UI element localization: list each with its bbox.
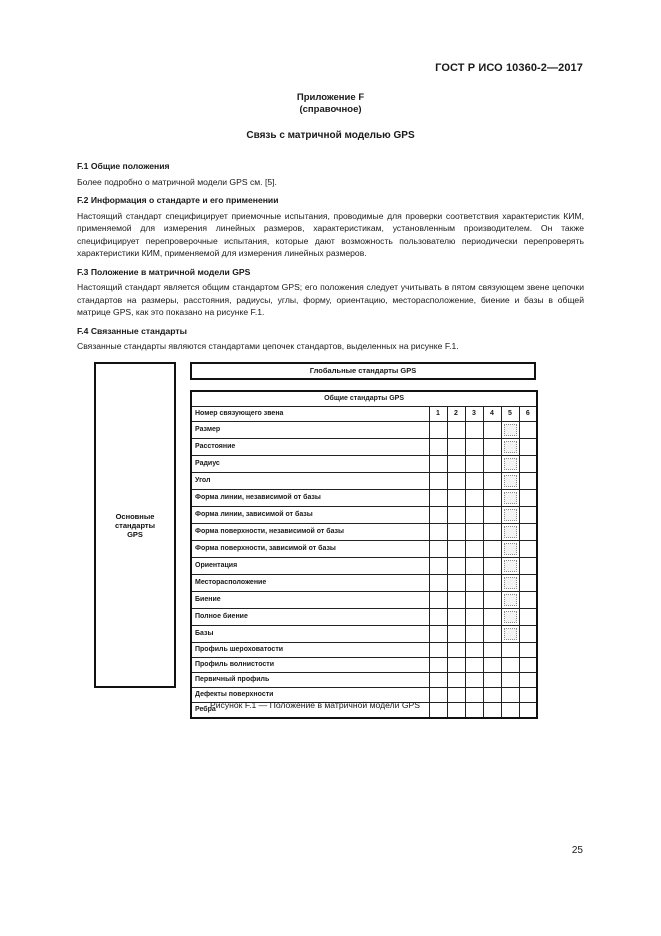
matrix-row-label: Размер [191, 422, 429, 439]
matrix-cell [429, 643, 447, 658]
matrix-cell-highlighted [501, 507, 519, 524]
matrix-row [191, 456, 537, 473]
matrix-row-label: Полное биение [191, 609, 429, 626]
matrix-cell [483, 643, 501, 658]
matrix-cell [483, 575, 501, 592]
section-f4 [77, 325, 584, 353]
section-paragraph: Более подробно о матричной модели GPS см. [5]. [77, 176, 277, 187]
matrix-cell [519, 507, 537, 524]
matrix-cell-highlighted [501, 626, 519, 643]
matrix-row-label: Форма линии, зависимой от базы [191, 507, 429, 524]
matrix-cell [483, 626, 501, 643]
matrix-cell [519, 673, 537, 688]
matrix-cell [447, 524, 465, 541]
annex-label: Приложение F [296, 92, 365, 103]
matrix-cell-highlighted [501, 490, 519, 507]
matrix-cell [465, 524, 483, 541]
matrix-cell [447, 490, 465, 507]
matrix-cell [519, 558, 537, 575]
highlight-mark [504, 560, 517, 572]
matrix-cell [483, 524, 501, 541]
matrix-row [191, 673, 537, 688]
matrix-row [191, 490, 537, 507]
highlight-mark [504, 458, 517, 470]
matrix-cell [447, 422, 465, 439]
matrix-cell [465, 507, 483, 524]
section-paragraph: Настоящий стандарт специфицирует приемочные испытания, проводимые для проверки соответствия характеристик КИМ, применяемой для измерения линейных размеров, характеристикам, установленным производителем. Он также специфицирует перепроверочные испытания, которые дают возможность пользователю периодически перепроверять характеристики КИМ, применяемой для измерения линейных размеров. [77, 210, 584, 258]
highlight-mark [504, 441, 517, 453]
matrix-cell [429, 541, 447, 558]
matrix-row-label: Профиль волнистости [191, 658, 429, 673]
matrix-cell [519, 490, 537, 507]
standard-code: ГОСТ Р ИСО 10360-2—2017 [435, 62, 583, 74]
matrix-cell [483, 673, 501, 688]
link-number-3: 3 [465, 407, 483, 422]
matrix-row [191, 422, 537, 439]
matrix-row [191, 524, 537, 541]
matrix-cell [483, 558, 501, 575]
matrix-cell [465, 439, 483, 456]
matrix-row-label: Дефекты поверхности [191, 688, 429, 703]
matrix-row-label: Первичный профиль [191, 673, 429, 688]
matrix-cell [483, 422, 501, 439]
matrix-cell-highlighted [501, 592, 519, 609]
matrix-cell [519, 422, 537, 439]
matrix-row-label: Форма поверхности, независимой от базы [191, 524, 429, 541]
matrix-row-label: Форма поверхности, зависимой от базы [191, 541, 429, 558]
matrix-cell [447, 558, 465, 575]
matrix-row-label: Угол [191, 473, 429, 490]
matrix-cell [429, 673, 447, 688]
matrix-cell [519, 456, 537, 473]
matrix-cell [429, 473, 447, 490]
matrix-cell [483, 456, 501, 473]
matrix-row-label: Форма линии, независимой от базы [191, 490, 429, 507]
matrix-cell [483, 473, 501, 490]
general-gps-title: Общие стандарты GPS [191, 391, 537, 407]
section-title: F.4 Связанные стандарты [77, 325, 187, 336]
matrix-cell [501, 658, 519, 673]
matrix-cell-highlighted [501, 541, 519, 558]
matrix-row-label: Базы [191, 626, 429, 643]
link-number-1: 1 [429, 407, 447, 422]
matrix-cell [447, 658, 465, 673]
matrix-cell [429, 422, 447, 439]
matrix-cell [429, 575, 447, 592]
matrix-cell-highlighted [501, 609, 519, 626]
matrix-cell [429, 592, 447, 609]
link-number-5: 5 [501, 407, 519, 422]
link-number-2: 2 [447, 407, 465, 422]
matrix-cell [519, 473, 537, 490]
fundamental-gps-box [94, 362, 176, 688]
section-title: F.1 Общие положения [77, 161, 170, 171]
matrix-row-label: Радиус [191, 456, 429, 473]
matrix-cell [519, 439, 537, 456]
matrix-cell [429, 507, 447, 524]
matrix-cell [429, 439, 447, 456]
matrix-cell [465, 592, 483, 609]
matrix-cell-highlighted [501, 473, 519, 490]
matrix-cell [519, 592, 537, 609]
body-text [77, 160, 584, 359]
matrix-row [191, 439, 537, 456]
matrix-row-label: Биение [191, 592, 429, 609]
matrix-cell [465, 558, 483, 575]
matrix-cell [501, 643, 519, 658]
section-f1 [77, 160, 584, 188]
matrix-row [191, 643, 537, 658]
highlight-mark [504, 492, 517, 504]
matrix-cell [465, 643, 483, 658]
matrix-cell-highlighted [501, 456, 519, 473]
matrix-row [191, 507, 537, 524]
matrix-cell [465, 422, 483, 439]
matrix-cell [429, 609, 447, 626]
matrix-cell-highlighted [501, 524, 519, 541]
matrix-cell [483, 439, 501, 456]
matrix-cell [447, 592, 465, 609]
matrix-cell [465, 658, 483, 673]
matrix-cell [465, 456, 483, 473]
annex-title [0, 92, 661, 116]
matrix-cell [483, 609, 501, 626]
matrix-cell [519, 658, 537, 673]
fundamental-gps-label: Основные стандарты GPS [114, 511, 156, 539]
matrix-cell [465, 490, 483, 507]
matrix-row [191, 575, 537, 592]
matrix-cell [447, 575, 465, 592]
section-f3 [77, 266, 584, 319]
matrix-cell [429, 490, 447, 507]
matrix-row [191, 626, 537, 643]
matrix-row [191, 541, 537, 558]
matrix-cell [447, 456, 465, 473]
link-number-header: Номер связующего звена [191, 407, 429, 422]
matrix-row [191, 473, 537, 490]
matrix-cell [465, 673, 483, 688]
highlight-mark [504, 543, 517, 555]
matrix-cell [447, 473, 465, 490]
matrix-row [191, 592, 537, 609]
matrix-row [191, 609, 537, 626]
highlight-mark [504, 475, 517, 487]
matrix-cell [447, 626, 465, 643]
matrix-cell [447, 609, 465, 626]
matrix-cell [429, 626, 447, 643]
link-number-4: 4 [483, 407, 501, 422]
matrix-cell [447, 643, 465, 658]
matrix-cell-highlighted [501, 422, 519, 439]
highlight-mark [504, 594, 517, 606]
matrix-cell [519, 626, 537, 643]
matrix-cell [483, 507, 501, 524]
link-number-6: 6 [519, 407, 537, 422]
matrix-cell [465, 626, 483, 643]
global-gps-box: Глобальные стандарты GPS [190, 362, 536, 380]
matrix-row-label: Месторасположение [191, 575, 429, 592]
page-number: 25 [571, 845, 583, 856]
matrix-cell-highlighted [501, 439, 519, 456]
matrix-cell [519, 643, 537, 658]
matrix-cell [519, 541, 537, 558]
gps-matrix-table [190, 390, 538, 719]
matrix-cell [483, 490, 501, 507]
matrix-cell-highlighted [501, 558, 519, 575]
highlight-mark [504, 628, 517, 640]
section-paragraph: Настоящий стандарт является общим стандартом GPS; его положения следует учитывать в пятом связующем звене цепочки стандартов на размеры, расстояния, радиусы, углы, форму, ориентацию, месторасположение, биение и базы в общей матрице GPS, как это показано на рисунке F.1. [77, 282, 584, 317]
matrix-cell [465, 609, 483, 626]
section-title: F.3 Положение в матричной модели GPS [77, 266, 251, 277]
highlight-mark [504, 526, 517, 538]
matrix-cell [429, 456, 447, 473]
matrix-cell [429, 524, 447, 541]
matrix-cell [465, 473, 483, 490]
section-f2 [77, 194, 584, 260]
matrix-cell-highlighted [501, 575, 519, 592]
matrix-cell [465, 541, 483, 558]
matrix-cell [465, 575, 483, 592]
matrix-cell [483, 541, 501, 558]
matrix-cell [429, 658, 447, 673]
matrix-row [191, 658, 537, 673]
matrix-cell [519, 575, 537, 592]
highlight-mark [504, 424, 517, 436]
matrix-cell [447, 507, 465, 524]
matrix-cell [483, 592, 501, 609]
matrix-row-label: Ориентация [191, 558, 429, 575]
matrix-cell [447, 673, 465, 688]
highlight-mark [504, 611, 517, 623]
annex-type: (справочное) [299, 104, 362, 115]
highlight-mark [504, 509, 517, 521]
annex-heading: Связь с матричной моделью GPS [246, 130, 415, 141]
matrix-cell [501, 673, 519, 688]
matrix-row-label: Расстояние [191, 439, 429, 456]
matrix-cell [519, 609, 537, 626]
matrix-cell [447, 541, 465, 558]
matrix-cell [483, 658, 501, 673]
matrix-row-label: Ребра [191, 703, 429, 719]
highlight-mark [504, 577, 517, 589]
figure-caption: Рисунок F.1 — Положение в матричной модели GPS [210, 700, 420, 710]
matrix-row-label: Профиль шероховатости [191, 643, 429, 658]
matrix-cell [429, 558, 447, 575]
section-paragraph: Связанные стандарты являются стандартами цепочек стандартов, выделенных на рисунке F.1. [77, 341, 459, 351]
matrix-row [191, 558, 537, 575]
section-title: F.2 Информация о стандарте и его применении [77, 195, 279, 205]
matrix-cell [447, 439, 465, 456]
matrix-cell [519, 524, 537, 541]
